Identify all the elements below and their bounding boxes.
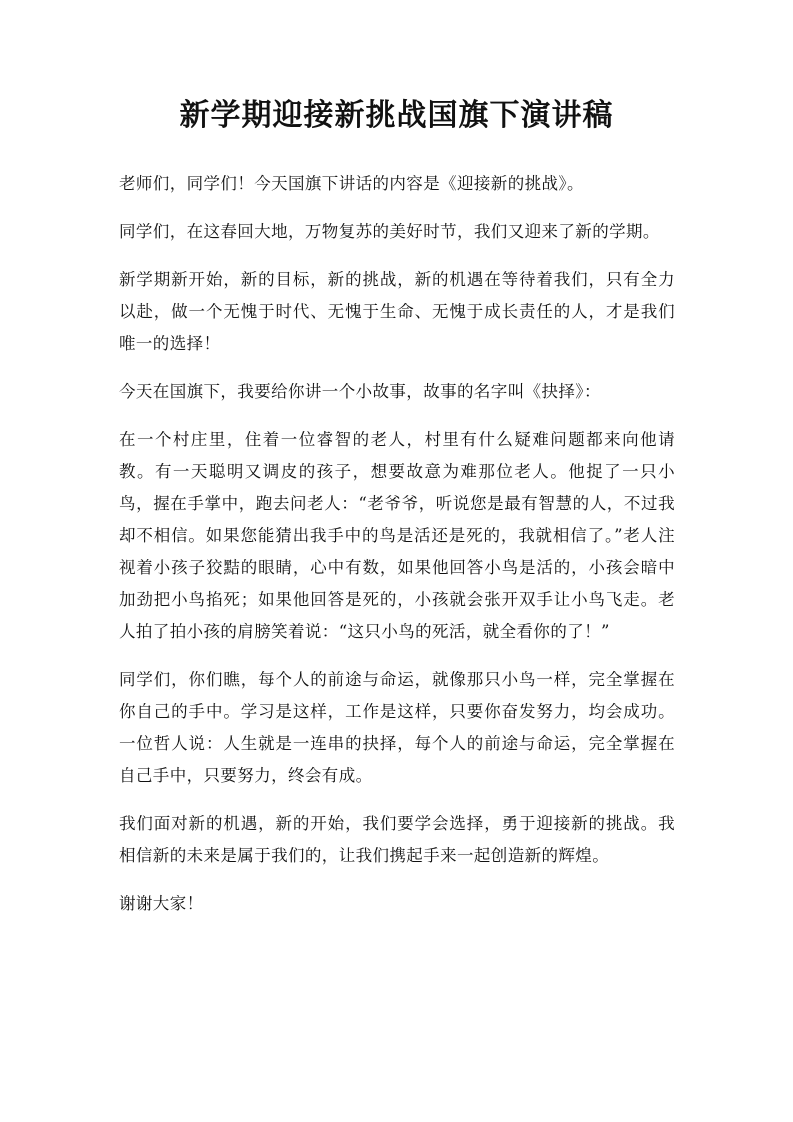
paragraph-story-intro: 今天在国旗下，我要给你讲一个小故事，故事的名字叫《抉择》： — [119, 382, 601, 401]
paragraph-new-semester: 同学们，在这春回大地，万物复苏的美好时节，我们又迎来了新的学期。 — [119, 222, 660, 241]
document-title: 新学期迎接新挑战国旗下演讲稿 — [179, 98, 614, 133]
document-body — [119, 168, 675, 936]
paragraph-thanks: 谢谢大家！ — [119, 894, 204, 913]
paragraph-new-goals: 新学期新开始，新的目标，新的挑战，新的机遇在等待着我们，只有全力以赴，做一个无愧于时代、无愧于生命、无愧于成长责任的人，才是我们唯一的选择！ — [119, 270, 675, 353]
paragraph-greeting: 老师们，同学们！今天国旗下讲话的内容是《迎接新的挑战》。 — [119, 174, 584, 193]
paragraph-lesson: 同学们，你们瞧，每个人的前途与命运，就像那只小鸟一样，完全掌握在你自己的手中。学习是这样，工作是这样，只要你奋发努力，均会成功。一位哲人说：人生就是一连串的抉择，每个人的前途与命运，完全掌握在自己手中，只要努力，终会有成。 — [119, 670, 675, 785]
paragraph-conclusion: 我们面对新的机遇，新的开始，我们要学会选择，勇于迎接新的挑战。我相信新的未来是属于我们的，让我们携起手来一起创造新的辉煌。 — [119, 814, 675, 865]
paragraph-story: 在一个村庄里，住着一位睿智的老人，村里有什么疑难问题都来向他请教。有一天聪明又调皮的孩子，想要故意为难那位老人。他捉了一只小鸟，握在手掌中，跑去问老人：“老爷爷，听说您是最有智慧的人，不过我却不相信。如果您能猜出我手中的鸟是活还是死的，我就相信了。”老人注视着小孩子狡黠的眼睛，心中有数，如果他回答小鸟是活的，小孩会暗中加劲把小鸟掐死；如果他回答是死的，小孩就会张开双手让小鸟飞走。老人拍了拍小孩的肩膀笑着说：“这只小鸟的死活，就全看你的了！” — [119, 430, 675, 641]
